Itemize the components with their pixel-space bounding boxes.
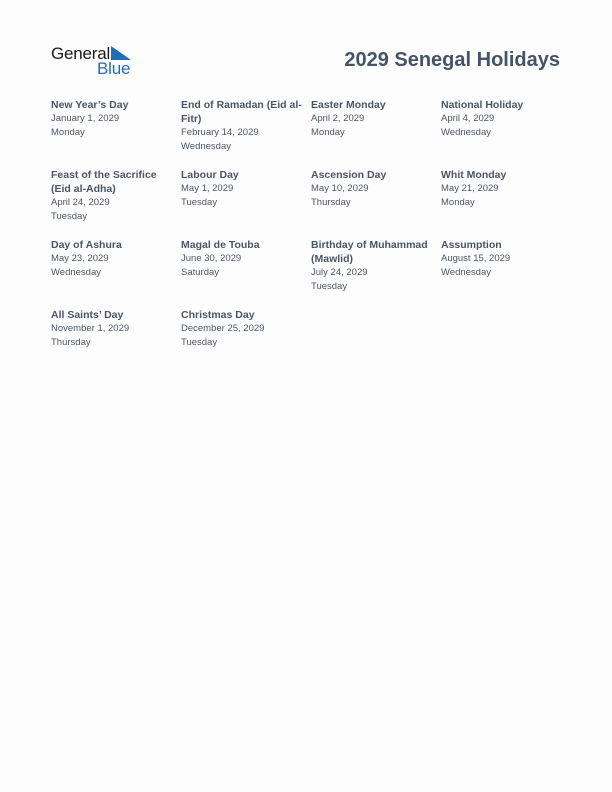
holiday-date: May 23, 2029 bbox=[51, 253, 109, 264]
holiday-name: Christmas Day bbox=[181, 309, 255, 321]
holiday-date: June 30, 2029 bbox=[181, 253, 242, 264]
holiday-grid bbox=[51, 98, 571, 378]
holiday-name: Magal de Touba bbox=[181, 239, 260, 251]
holiday-weekday: Tuesday bbox=[311, 281, 348, 292]
holiday-entry bbox=[51, 238, 181, 308]
holiday-date: April 4, 2029 bbox=[441, 113, 495, 124]
holiday-date: January 1, 2029 bbox=[51, 113, 120, 124]
holiday-weekday: Tuesday bbox=[181, 337, 218, 348]
holiday-name: All Saints’ Day bbox=[51, 309, 124, 321]
holiday-entry bbox=[441, 168, 571, 238]
holiday-date: December 25, 2029 bbox=[181, 323, 265, 334]
logo-triangle-icon bbox=[111, 46, 131, 60]
holiday-date: November 1, 2029 bbox=[51, 323, 130, 334]
holiday-name: New Year’s Day bbox=[51, 99, 129, 111]
holiday-entry bbox=[181, 168, 311, 238]
holiday-entry bbox=[181, 308, 311, 378]
holiday-name: Whit Monday bbox=[441, 169, 507, 181]
holiday-entry bbox=[311, 238, 441, 308]
holiday-weekday: Tuesday bbox=[51, 211, 88, 222]
holiday-entry bbox=[51, 168, 181, 238]
holiday-date: August 15, 2029 bbox=[441, 253, 511, 264]
holiday-entry bbox=[441, 98, 571, 168]
holiday-entry bbox=[51, 98, 181, 168]
holiday-weekday: Wednesday bbox=[441, 267, 491, 278]
holiday-name: Feast of the Sacrifice (Eid al-Adha) bbox=[51, 169, 157, 195]
holiday-name: Easter Monday bbox=[311, 99, 386, 111]
holiday-date: April 2, 2029 bbox=[311, 113, 365, 124]
holiday-name: Day of Ashura bbox=[51, 239, 122, 251]
holiday-weekday: Saturday bbox=[181, 267, 220, 278]
holiday-date: April 24, 2029 bbox=[51, 197, 110, 208]
generalblue-logo bbox=[51, 44, 141, 78]
holiday-name: Assumption bbox=[441, 239, 502, 251]
holiday-entry bbox=[51, 308, 181, 378]
holiday-weekday: Wednesday bbox=[51, 267, 101, 278]
holiday-weekday: Monday bbox=[311, 127, 345, 138]
holiday-weekday: Tuesday bbox=[181, 197, 218, 208]
holiday-weekday: Thursday bbox=[51, 337, 91, 348]
holiday-date: May 1, 2029 bbox=[181, 183, 234, 194]
holiday-date: May 21, 2029 bbox=[441, 183, 499, 194]
holiday-entry bbox=[181, 238, 311, 308]
holiday-date: February 14, 2029 bbox=[181, 127, 259, 138]
holiday-name: Ascension Day bbox=[311, 169, 387, 181]
holiday-weekday: Monday bbox=[441, 197, 475, 208]
holiday-weekday: Wednesday bbox=[181, 141, 231, 152]
holiday-name: National Holiday bbox=[441, 99, 524, 111]
holiday-date: July 24, 2029 bbox=[311, 267, 368, 278]
holiday-entry bbox=[311, 168, 441, 238]
holiday-name: Birthday of Muhammad (Mawlid) bbox=[311, 239, 428, 265]
holiday-name: End of Ramadan (Eid al-Fitr) bbox=[181, 99, 302, 125]
holiday-entry bbox=[311, 98, 441, 168]
holiday-entry bbox=[181, 98, 311, 168]
holiday-weekday: Wednesday bbox=[441, 127, 491, 138]
holiday-name: Labour Day bbox=[181, 169, 239, 181]
holiday-weekday: Thursday bbox=[311, 197, 351, 208]
logo-word-blue: Blue bbox=[97, 59, 131, 78]
holiday-entry bbox=[441, 238, 571, 308]
holiday-weekday: Monday bbox=[51, 127, 85, 138]
logo-word-general: General bbox=[51, 44, 111, 63]
page-title: 2029 Senegal Holidays bbox=[344, 49, 560, 71]
holiday-date: May 10, 2029 bbox=[311, 183, 369, 194]
